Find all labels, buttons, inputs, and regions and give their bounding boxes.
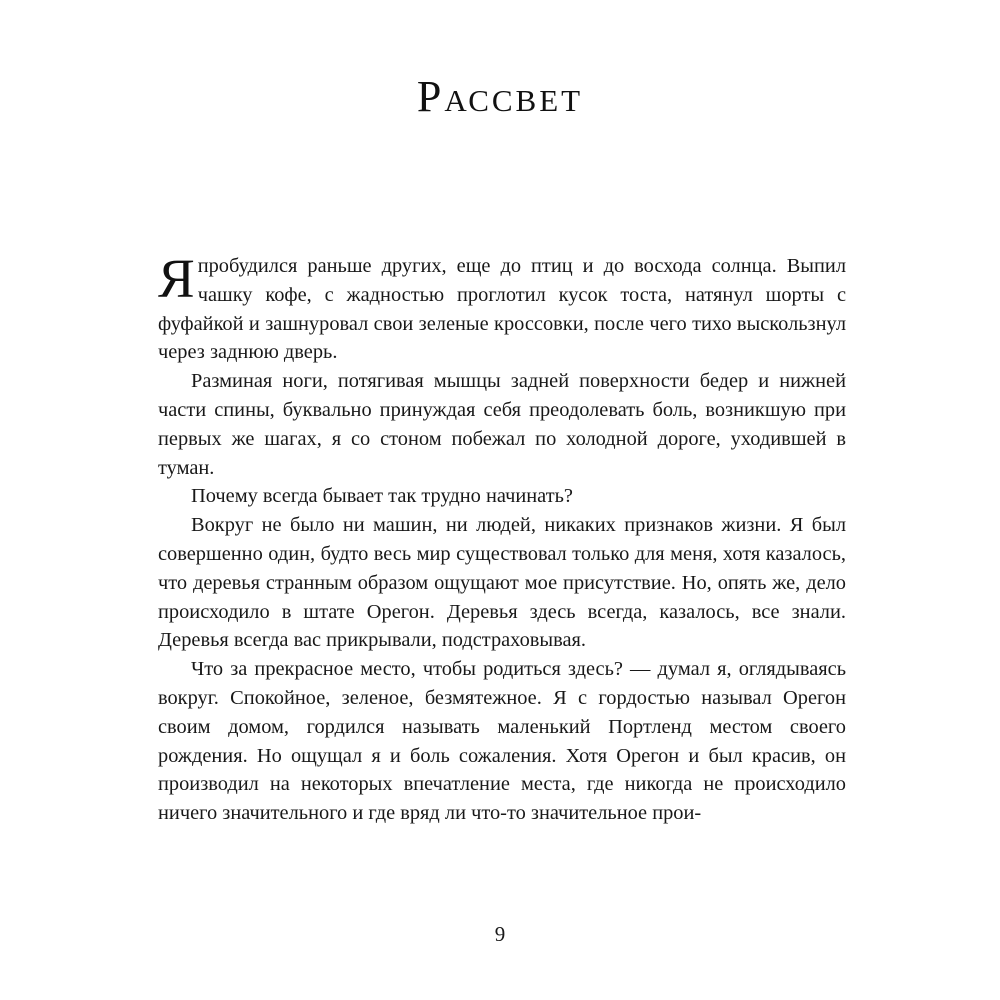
chapter-title: Рассвет <box>416 72 584 122</box>
drop-cap-letter: Я <box>158 248 195 309</box>
page-number: 9 <box>494 922 506 946</box>
paragraph-2: Разминая ноги, потягивая мышцы задней поверхности бедер и нижней части спины, буквально принуждая себя преодолевать боль, возникшую при первых же шагах, я со стоном побежал по холодной дороге, уходившей в туман. <box>158 370 846 479</box>
paragraph-3: Почему всегда бывает так трудно начинать? <box>191 485 573 508</box>
paragraph-1 <box>158 248 846 367</box>
paragraph-5: Что за прекрасное место, чтобы родиться здесь? — думал я, оглядываясь вокруг. Спокойное, зеленое, безмятежное. Я с гордостью называл Орегон своим домом, гордился называть маленький Портленд местом своего рождения. Но ощущал я и боль сожаления. Хотя Орегон и был красив, он производил на некоторых впечатление места, где никогда не происходило ничего значительного и где вряд ли что-то значительное прои- <box>158 658 846 825</box>
paragraph-4: Вокруг не было ни машин, ни людей, никаких признаков жизни. Я был совершенно один, будто весь мир существовал только для меня, хотя казалось, что деревья странным образом ощущают мое присутствие. Но, опять же, дело происходило в штате Орегон. Деревья здесь всегда, казалось, все знали. Деревья всегда вас прикрывали, подстраховывая. <box>158 514 846 652</box>
body-text-block <box>158 248 846 828</box>
paragraph-1-text: пробудился раньше других, еще до птиц и до восхода солнца. Выпил чашку кофе, с жадностью проглотил кусок тоста, натянул шорты с фуфайкой и зашнуровал свои зеленые кроссовки, после чего тихо выскользнул через заднюю дверь. <box>158 255 846 364</box>
